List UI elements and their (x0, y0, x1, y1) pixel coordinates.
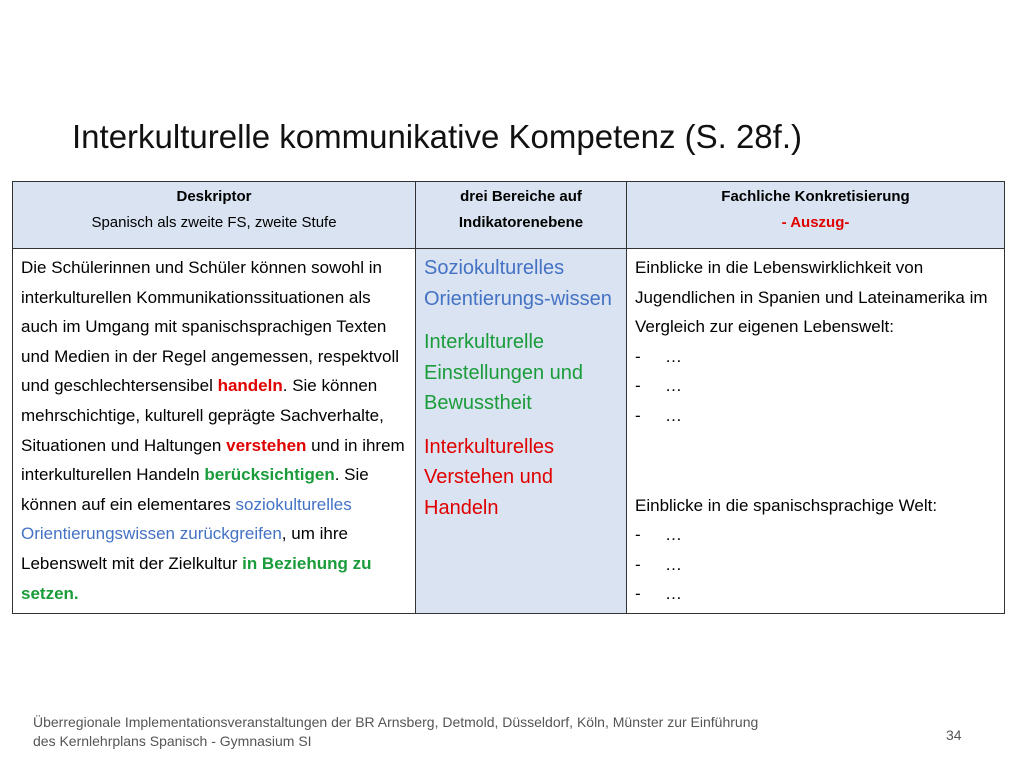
page-title: Interkulturelle kommunikative Kompetenz (S. 28f.) (72, 118, 802, 155)
list-item: - … (635, 554, 682, 574)
area-attitudes-awareness: Interkulturelle Einstellungen und Bewusstheit (424, 331, 584, 414)
footer-line-1: Überregionale Implementationsveranstaltungen der BR Arnsberg, Detmold, Düsseldorf, Köln, Münster zur Einführung (33, 714, 759, 730)
areas-cell (416, 249, 627, 614)
list-item: - … (635, 346, 682, 366)
page-number: 34 (946, 727, 962, 743)
area-understanding-acting: Interkulturelles Verstehen und Handeln (424, 435, 555, 519)
header-concretization-title: Fachliche Konkretisierung (721, 188, 910, 205)
footer-note (33, 713, 758, 751)
header-concretization-note: - Auszug- (781, 214, 850, 231)
descriptor-text-2: . Sie können mehrschichtige, kulturell geprägte Sachverhalte, Situationen und Haltungen (21, 376, 384, 455)
header-areas-line1: drei Bereiche auf (460, 188, 582, 205)
descriptor-cell (13, 249, 416, 614)
table-body-row (13, 249, 1005, 614)
list-item: - … (635, 376, 682, 396)
descriptor-text-3: und in ihrem interkulturellen Handeln (21, 435, 405, 485)
header-areas (416, 182, 627, 249)
keyword-orientierungswissen: soziokulturelles Orientierungswissen zurückgreifen (21, 494, 352, 544)
table-header-row (13, 182, 1005, 249)
keyword-handeln: handeln (217, 376, 283, 396)
descriptor-text-4: . Sie können auf ein elementares (21, 465, 369, 514)
keyword-in-beziehung: in Beziehung zu setzen. (21, 553, 372, 603)
descriptor-text-5: , um ihre Lebenswelt mit der Zielkultur (21, 524, 348, 573)
list-item: - … (635, 525, 682, 545)
concretization-intro-2: Einblicke in die spanischsprachige Welt: (635, 495, 938, 515)
list-item: - … (635, 584, 682, 604)
header-descriptor (13, 182, 416, 249)
keyword-beruecksichtigen: berücksichtigen (204, 465, 335, 485)
descriptor-text-1: Die Schülerinnen und Schüler können sowohl in interkulturellen Kommunikationssituationen als auch im Umgang mit spanischsprachigen Texten und Medien in der Regel angemessen, respektvoll und geschlechtersensibel (21, 258, 400, 396)
footer-line-2: des Kernlehrplans Spanisch - Gymnasium SI (33, 733, 312, 749)
competence-table (12, 181, 1005, 614)
list-item: - … (635, 405, 682, 425)
header-concretization (627, 182, 1005, 249)
keyword-verstehen: verstehen (226, 435, 307, 455)
header-areas-line2: Indikatorenebene (458, 214, 584, 231)
header-descriptor-subtitle: Spanisch als zweite FS, zweite Stufe (91, 214, 337, 231)
area-orientation-knowledge: Soziokulturelles Orientierungs-wissen (424, 257, 612, 310)
concretization-intro-1: Einblicke in die Lebenswirklichkeit von Jugendlichen in Spanien und Lateinamerika im Vergleich zur eigenen Lebenswelt: (635, 258, 988, 337)
header-descriptor-title: Deskriptor (176, 188, 252, 205)
concretization-cell (627, 249, 1005, 614)
